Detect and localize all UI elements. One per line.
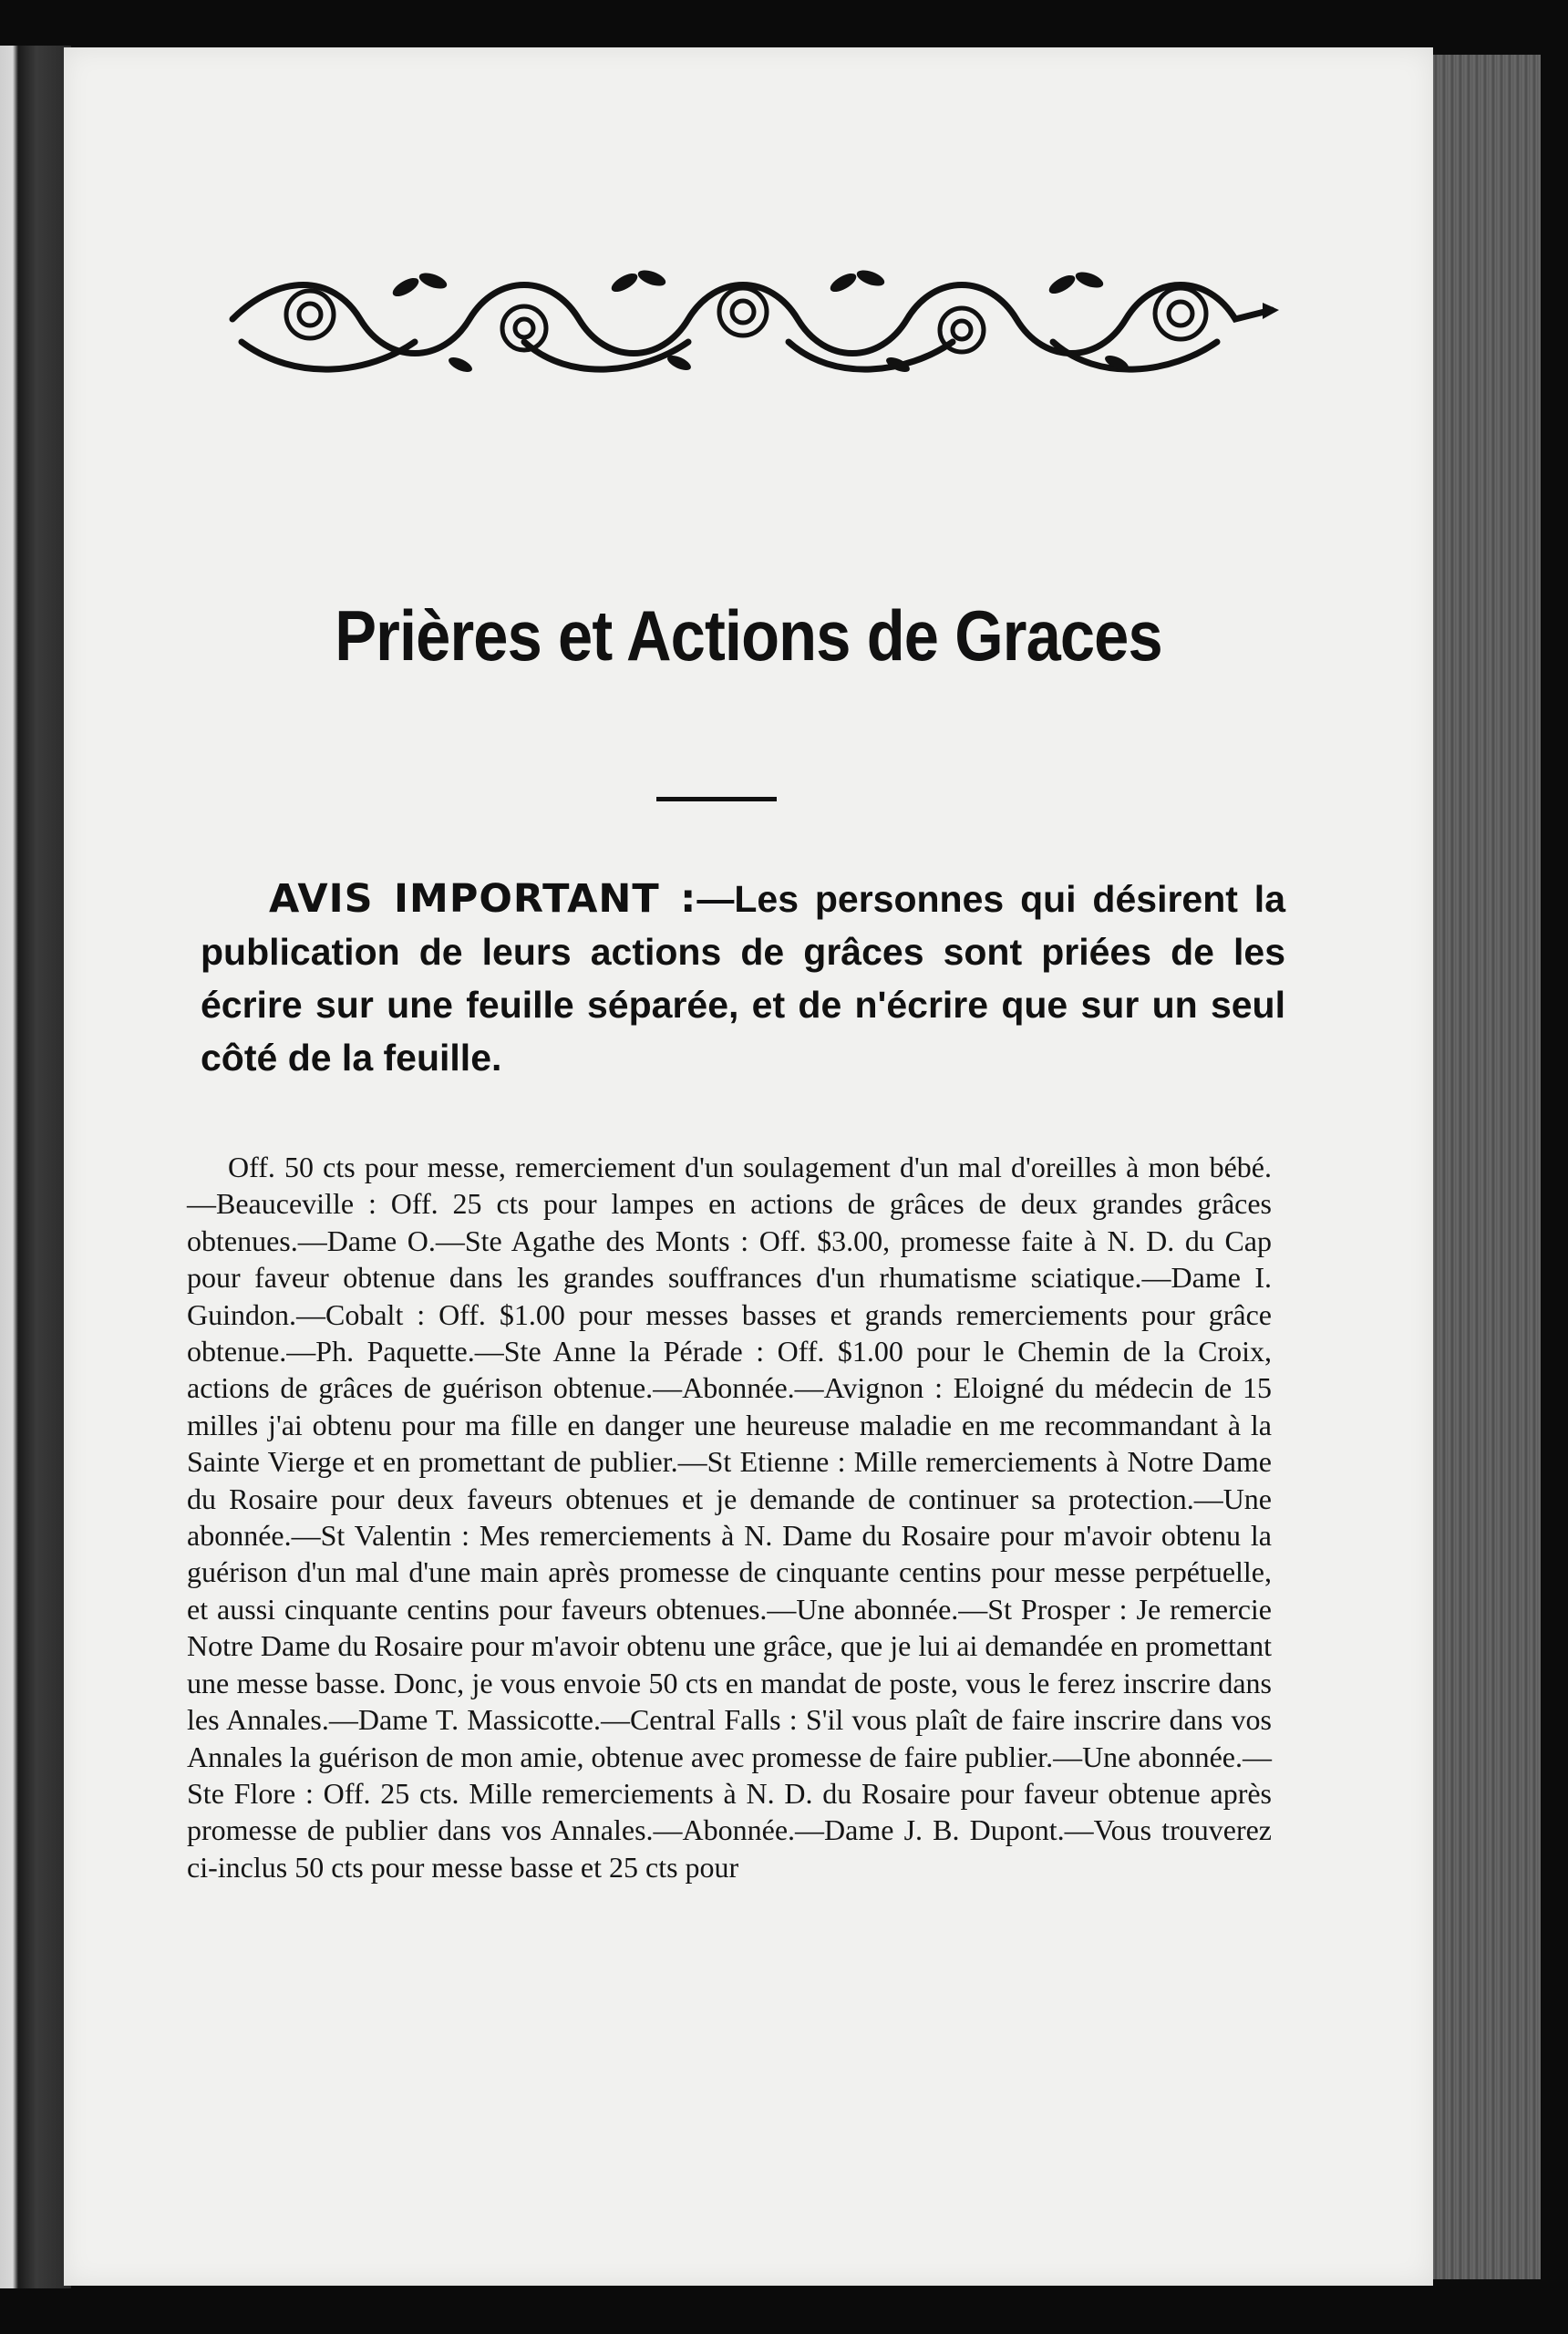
notice-heading: AVIS IMPORTANT : [269, 876, 697, 922]
decorative-vine-ornament [223, 255, 1281, 392]
notice-text: —Les personnes qui désirent la publication de leurs actions de grâces sont priées de les écrire sur une feuille séparée, et de n'écrire que sur un seul côté de la feuille. [201, 878, 1285, 1079]
book-page-stack-edge [1422, 55, 1541, 2279]
title-divider [656, 797, 777, 801]
book-page [64, 47, 1433, 2286]
thanksgiving-text: Off. 50 cts pour messe, remerciement d'un soulagement d'un mal d'oreilles à mon bébé.—Beauceville : Off. 25 cts pour lampes en actions de grâces de deux grandes grâces obtenues.—Dame O.—Ste Agathe des Monts : Off. $3.00, promesse faite à N. D. du Cap pour faveur obtenue dans les grandes souffrances d'un rhumatisme sciatique.—Dame I. Guindon.—Cobalt : Off. $1.00 pour messes basses et grands remerciements pour grâce obtenue.—Ph. Paquette.—Ste Anne la Pérade : Off. $1.00 pour le Chemin de la Croix, actions de grâces de guérison obtenue.—Abonnée.—Avignon : Eloigné du médecin de 15 milles j'ai obtenu pour ma fille en danger une heureuse maladie en me recommandant à la Sainte Vierge et en promettant de publier.—St Etienne : Mille remerciements à Notre Dame du Rosaire pour deux faveurs obtenues et je demande de continuer sa protection.—Une abonnée.—St Valentin : Mes remerciements à N. Dame du Rosaire pour m'avoir obtenu la guérison d'un mal d'une main après promesse de cinquante centins pour messe perpétuelle, et aussi cinquante centins pour faveurs obtenues.—Une abonnée.—St Prosper : Je remercie Notre Dame du Rosaire pour m'avoir obtenu une grâce, que je lui ai demandée en promettant une messe basse. Donc, je vous envoie 50 cts en mandat de poste, vous le ferez inscrire dans les Annales.—Dame T. Massicotte.—Central Falls : S'il vous plaît de faire inscrire dans vos Annales la guérison de mon amie, obtenue avec promesse de faire publier.—Une abonnée.—Ste Flore : Off. 25 cts. Mille remerciements à N. D. du Rosaire pour faveur obtenue après promesse de publier dans vos Annales.—Abonnée.—Dame J. B. Dupont.—Vous trouverez ci-inclus 50 cts pour messe basse et 25 cts pour [187, 1151, 1272, 1884]
important-notice [201, 873, 1285, 1084]
page-title: Prières et Actions de Graces [335, 595, 1162, 676]
book-left-edge [0, 46, 71, 2288]
